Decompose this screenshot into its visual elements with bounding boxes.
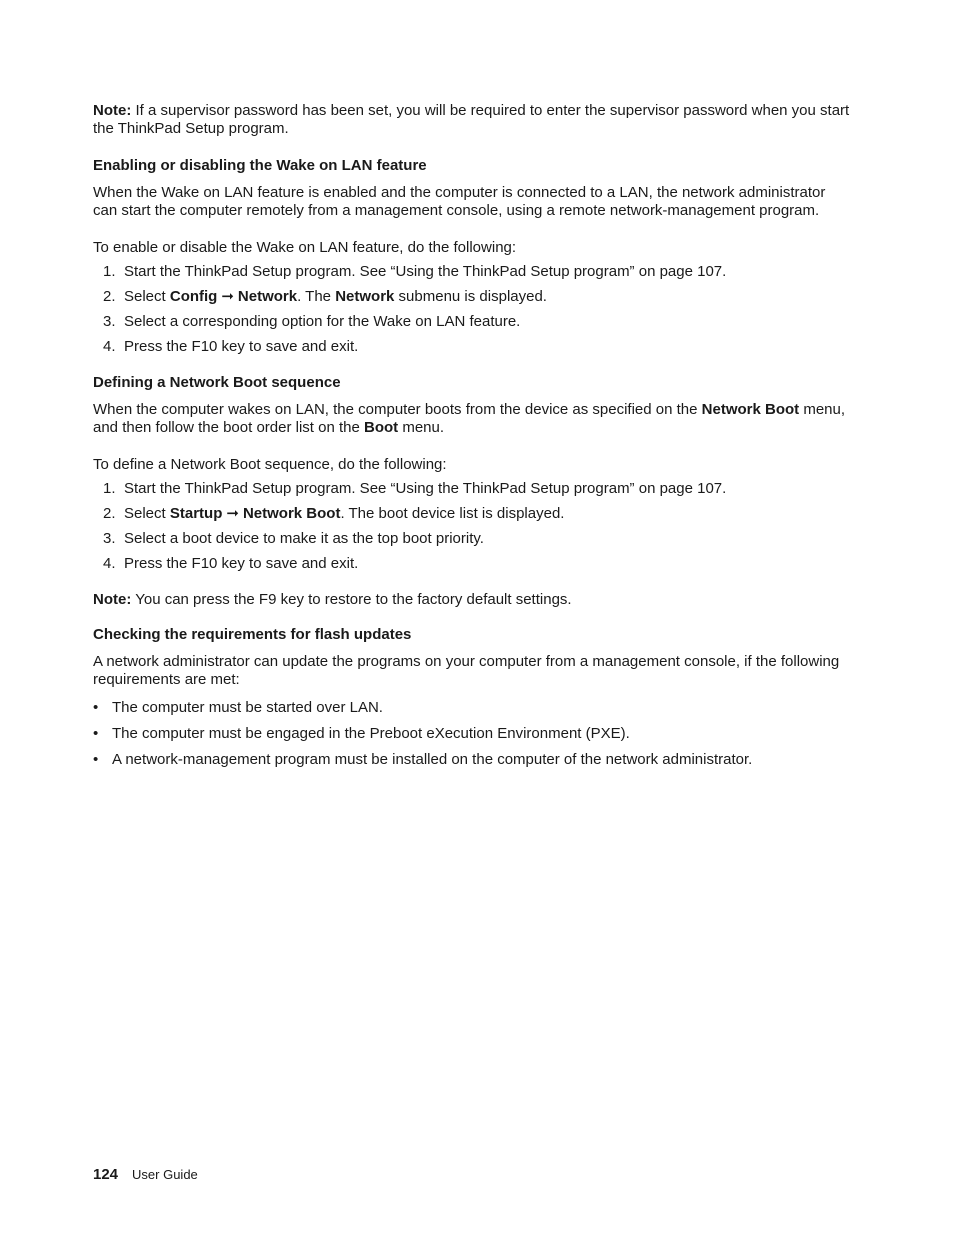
step-text: submenu is displayed. (394, 288, 547, 305)
flash-requirements-list (93, 699, 853, 769)
bullet-icon: • (93, 725, 99, 742)
step-text: . The boot device list is displayed. (340, 505, 565, 522)
document-title: User Guide (132, 1167, 198, 1182)
step-text: Select (124, 288, 170, 305)
factory-default-note (93, 591, 853, 609)
list-item (93, 725, 853, 743)
arrow-right-icon: ➞ (221, 288, 234, 305)
bullet-icon: • (93, 751, 99, 768)
note-label: Note: (93, 591, 132, 608)
list-item-text: A network-management program must be installed on the computer of the network administrator. (112, 751, 753, 768)
step-number: 3. (103, 313, 116, 330)
flash-updates-description: A network administrator can update the programs on your computer from a management console, if the following requirements are met: (93, 653, 840, 688)
list-item (93, 338, 853, 356)
page-footer (93, 1166, 198, 1184)
note-text: If a supervisor password has been set, you will be required to enter the supervisor password when you start the ThinkPad Setup program. (93, 102, 850, 137)
para-text: menu, and then follow the boot order list on the (93, 401, 846, 436)
network-boot-description (93, 401, 853, 437)
wake-on-lan-intro: To enable or disable the Wake on LAN feature, do the following: (93, 239, 517, 256)
step-number: 1. (103, 480, 116, 497)
step-text: Press the F10 key to save and exit. (124, 555, 359, 572)
network-boot-intro: To define a Network Boot sequence, do the following: (93, 456, 447, 473)
list-item (93, 699, 853, 717)
menu-boot: Boot (364, 419, 399, 436)
menu-network-boot: Network Boot (242, 505, 341, 522)
document-page (93, 102, 853, 777)
note-label: Note: (93, 102, 132, 119)
step-text: . The (297, 288, 336, 305)
step-number: 3. (103, 530, 116, 547)
step-text: Select a boot device to make it as the top boot priority. (124, 530, 484, 547)
wake-on-lan-description: When the Wake on LAN feature is enabled and the computer is connected to a LAN, the network administrator can start the computer remotely from a management console, using a remote network-management program. (93, 184, 826, 219)
list-item (93, 313, 853, 331)
step-text: Start the ThinkPad Setup program. See “Using the ThinkPad Setup program” on page 107. (124, 480, 727, 497)
list-item (93, 288, 853, 306)
step-text: Select a corresponding option for the Wake on LAN feature. (124, 313, 521, 330)
heading-network-boot: Defining a Network Boot sequence (93, 374, 341, 391)
list-item (93, 530, 853, 548)
step-number: 1. (103, 263, 116, 280)
heading-wake-on-lan: Enabling or disabling the Wake on LAN feature (93, 157, 427, 174)
step-text: Press the F10 key to save and exit. (124, 338, 359, 355)
arrow-right-icon: ➞ (226, 505, 239, 522)
network-boot-steps (93, 480, 853, 573)
list-item-text: The computer must be engaged in the Preboot eXecution Environment (PXE). (112, 725, 630, 742)
para-text: menu. (398, 419, 445, 436)
note-text: You can press the F9 key to restore to the factory default settings. (131, 591, 572, 608)
menu-startup: Startup (169, 505, 223, 522)
list-item (93, 480, 853, 498)
list-item (93, 263, 853, 281)
submenu-network: Network (335, 288, 395, 305)
supervisor-password-note (93, 102, 853, 138)
list-item (93, 555, 853, 573)
bullet-icon: • (93, 699, 99, 716)
step-number: 4. (103, 555, 116, 572)
menu-config: Config (169, 288, 218, 305)
list-item-text: The computer must be started over LAN. (112, 699, 383, 716)
list-item (93, 751, 853, 769)
menu-network-boot: Network Boot (701, 401, 800, 418)
step-number: 2. (103, 505, 116, 522)
step-number: 2. (103, 288, 116, 305)
step-text: Select (124, 505, 170, 522)
menu-network: Network (237, 288, 298, 305)
step-number: 4. (103, 338, 116, 355)
step-text: Start the ThinkPad Setup program. See “Using the ThinkPad Setup program” on page 107. (124, 263, 727, 280)
heading-flash-updates: Checking the requirements for flash updates (93, 626, 412, 643)
list-item (93, 505, 853, 523)
page-number: 124 (93, 1166, 119, 1183)
para-text: When the computer wakes on LAN, the computer boots from the device as specified on the (93, 401, 702, 418)
wake-on-lan-steps (93, 263, 853, 356)
